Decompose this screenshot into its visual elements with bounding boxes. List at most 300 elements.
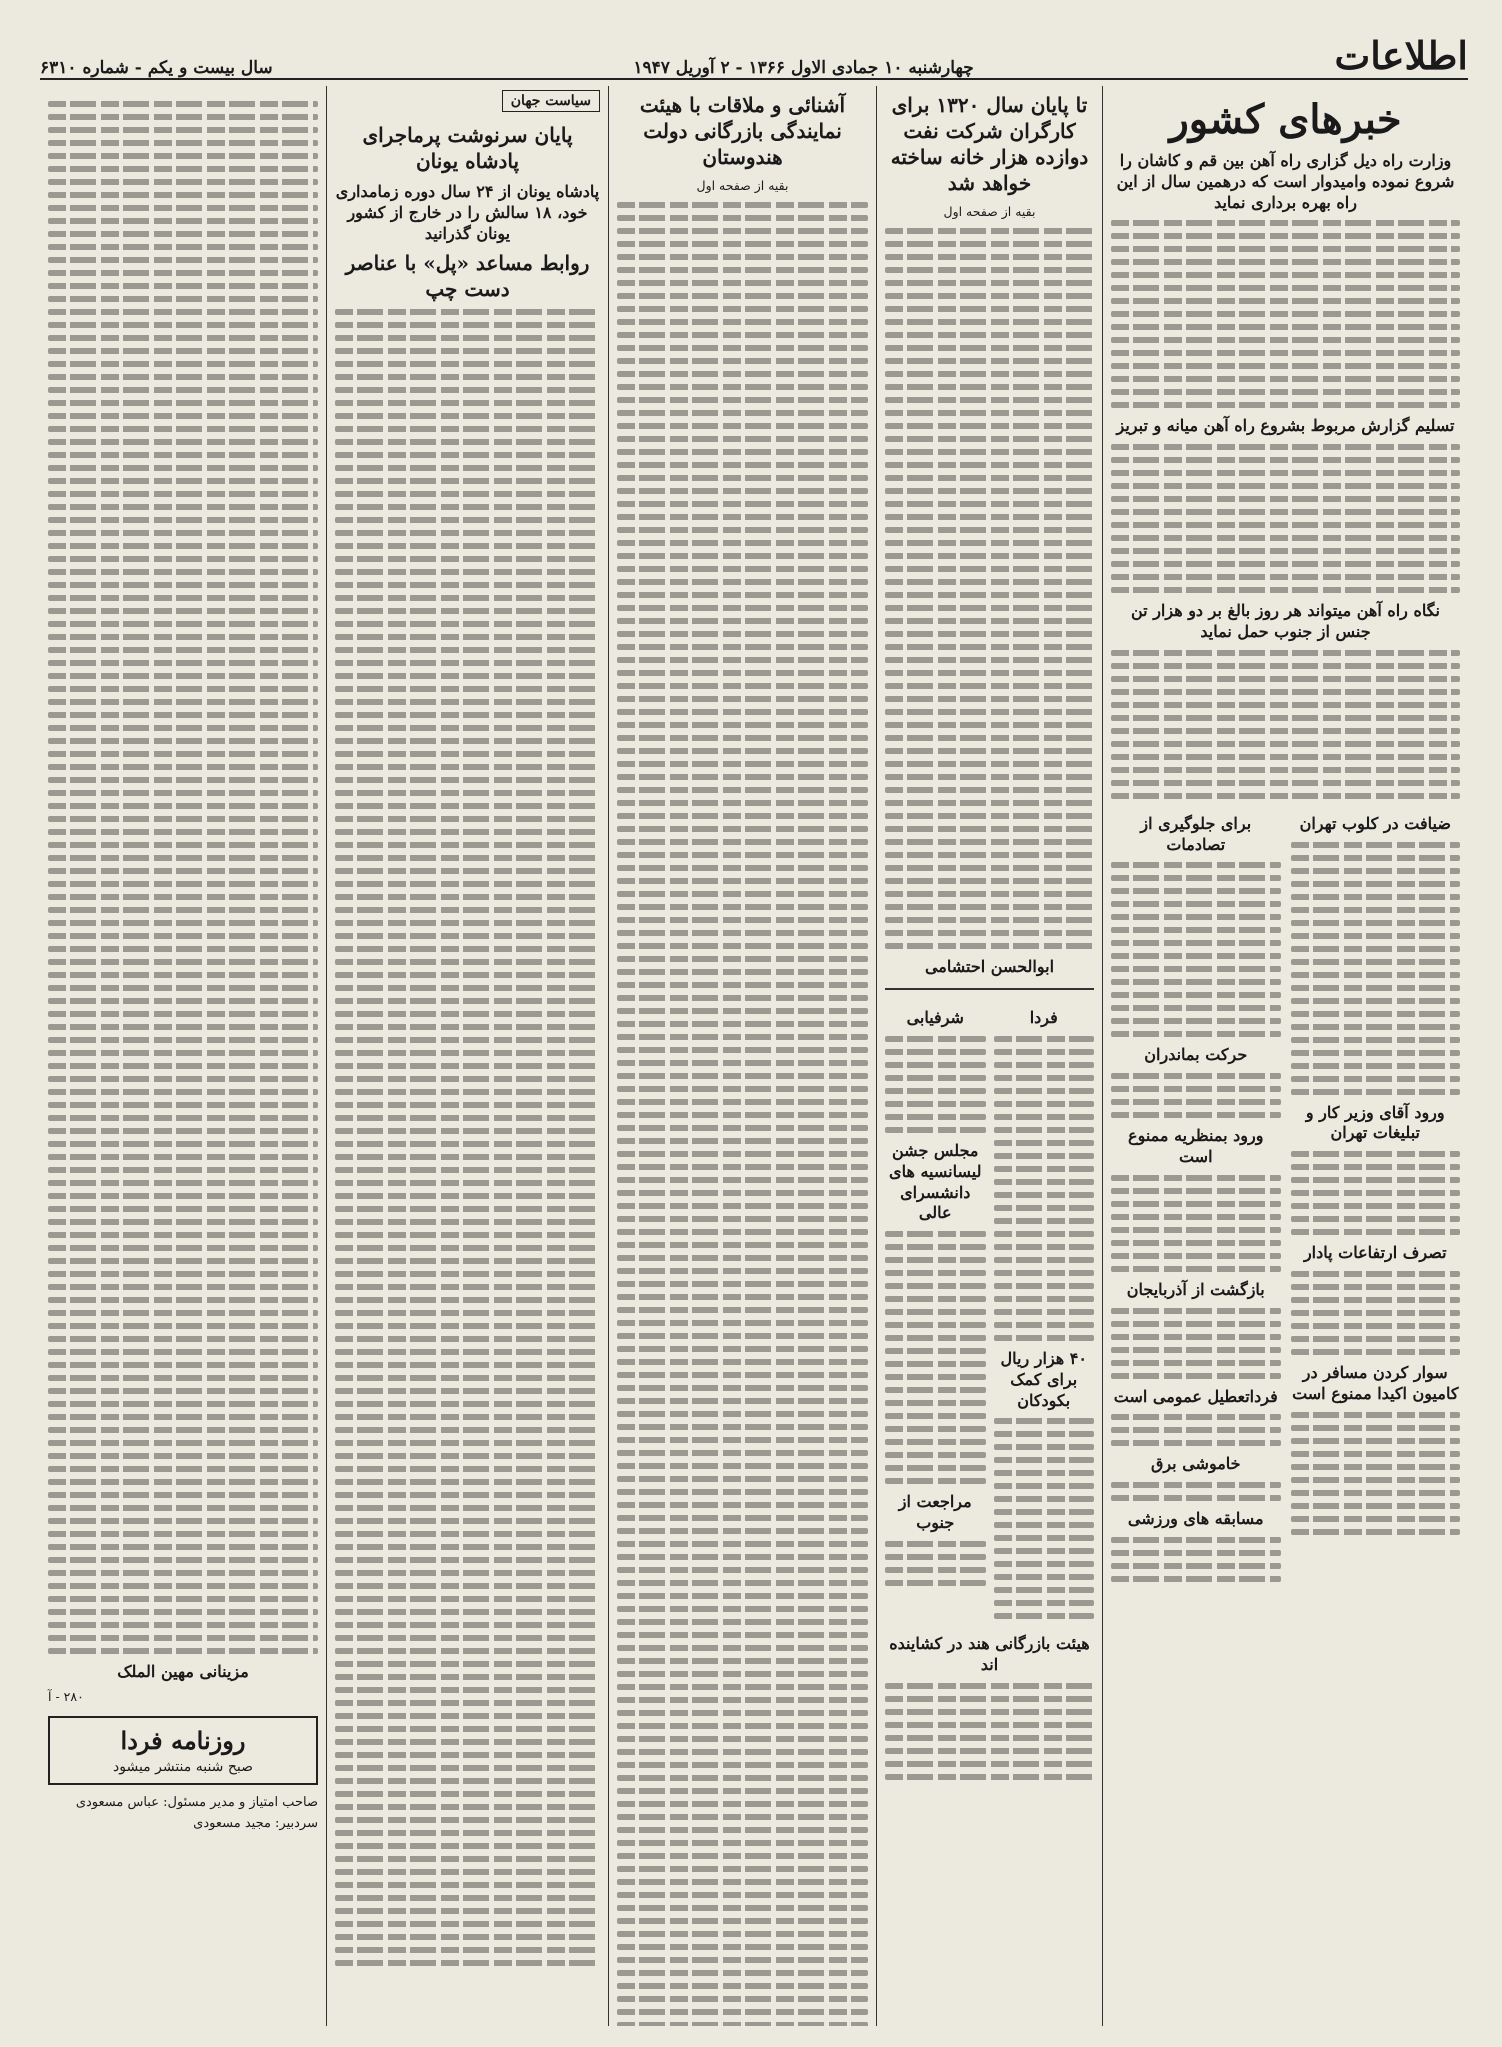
publisher-credit: صاحب امتیاز و مدیر مسئول: عباس مسعودی — [75, 1795, 318, 1811]
text-line — [885, 1127, 986, 1133]
text-line — [617, 2009, 868, 2015]
text-line — [48, 439, 318, 445]
signature-mahin-almolk: مزینانی مهین الملک — [117, 1662, 249, 1681]
text-line — [994, 1244, 1095, 1250]
text-line — [48, 452, 318, 458]
text-line — [617, 553, 868, 559]
text-line — [335, 400, 600, 406]
text-line — [885, 1101, 986, 1107]
text-line — [335, 1804, 600, 1810]
text-line — [335, 1141, 600, 1147]
text-line — [1111, 1099, 1281, 1105]
text-line — [48, 1024, 318, 1030]
text-line — [1291, 933, 1461, 939]
text-line — [1111, 1427, 1281, 1433]
text-line — [335, 920, 600, 926]
text-line — [335, 582, 600, 588]
text-line — [335, 309, 600, 315]
text-line — [335, 985, 600, 991]
text-line — [335, 530, 600, 536]
text-line — [885, 397, 1094, 403]
text-line — [335, 1284, 600, 1290]
text-line — [48, 1414, 318, 1420]
text-line — [617, 1671, 868, 1677]
text-line — [1111, 1005, 1281, 1011]
text-line — [1111, 862, 1281, 868]
farda-notice-box — [48, 1716, 318, 1785]
text-line — [1291, 946, 1461, 952]
text-line — [994, 1231, 1095, 1237]
text-line — [617, 449, 868, 455]
text-line — [335, 751, 600, 757]
text-line — [1111, 1308, 1281, 1314]
text-line — [48, 361, 318, 367]
text-line — [1111, 1495, 1281, 1501]
text-line — [48, 335, 318, 341]
text-line — [1111, 470, 1460, 476]
text-line — [48, 556, 318, 562]
text-line — [48, 608, 318, 614]
text-line — [617, 293, 868, 299]
text-line — [335, 1518, 600, 1524]
text-line — [617, 1411, 868, 1417]
text-line — [48, 1583, 318, 1589]
text-line — [48, 660, 318, 666]
text-line — [617, 1229, 868, 1235]
text-line — [617, 605, 868, 611]
text-line — [1291, 1271, 1461, 1277]
text-line — [994, 1179, 1095, 1185]
text-line — [617, 1905, 868, 1911]
headline-truck-passengers: سوار کردن مسافر در کامیون اکیدا ممنوع است — [1292, 1362, 1459, 1403]
text-line — [48, 504, 318, 510]
text-line — [885, 1426, 986, 1432]
text-line — [48, 114, 318, 120]
text-line — [617, 1736, 868, 1742]
text-line — [1111, 914, 1281, 920]
text-line — [1111, 1414, 1281, 1420]
text-line — [994, 1166, 1095, 1172]
text-line — [617, 228, 868, 234]
text-line — [1111, 324, 1460, 330]
text-line — [335, 426, 600, 432]
text-line — [335, 1505, 600, 1511]
text-line — [885, 358, 1094, 364]
text-line — [1291, 1216, 1461, 1222]
text-line — [994, 1418, 1095, 1424]
text-line — [1111, 927, 1281, 933]
text-line — [48, 426, 318, 432]
text-line — [1291, 894, 1461, 900]
text-line — [48, 1336, 318, 1342]
text-line — [617, 1567, 868, 1573]
headline-children-aid: ۴۰ هزار ریال برای کمک بکودکان — [1000, 1348, 1087, 1410]
text-line — [994, 1101, 1095, 1107]
text-line — [1111, 548, 1460, 554]
text-line — [885, 306, 1094, 312]
text-line — [48, 855, 318, 861]
text-line — [335, 1648, 600, 1654]
text-line — [617, 1541, 868, 1547]
text-line — [617, 1918, 868, 1924]
text-line — [48, 1219, 318, 1225]
text-line — [994, 1600, 1095, 1606]
text-line — [885, 631, 1094, 637]
text-line — [48, 881, 318, 887]
text-line — [335, 1401, 600, 1407]
text-line — [335, 1830, 600, 1836]
text-line — [885, 1296, 986, 1302]
text-line — [1111, 233, 1460, 239]
text-line — [48, 1310, 318, 1316]
text-line — [617, 943, 868, 949]
text-line — [335, 764, 600, 770]
text-line — [617, 904, 868, 910]
text-line — [48, 1479, 318, 1485]
text-line — [617, 644, 868, 650]
text-line — [885, 1270, 986, 1276]
text-line — [617, 1060, 868, 1066]
text-line — [48, 1570, 318, 1576]
text-line — [885, 1735, 1094, 1741]
headline-minister-arrival: ورود آقای وزیر کار و تبلیغات تهران — [1305, 1102, 1445, 1143]
text-line — [48, 920, 318, 926]
text-line — [994, 1257, 1095, 1263]
text-line — [617, 436, 868, 442]
text-line — [1111, 246, 1460, 252]
text-line — [1291, 1050, 1461, 1056]
text-line — [885, 319, 1094, 325]
text-line — [48, 231, 318, 237]
text-line — [335, 413, 600, 419]
text-line — [617, 1021, 868, 1027]
text-line — [335, 1037, 600, 1043]
text-line — [48, 868, 318, 874]
text-line — [617, 254, 868, 260]
text-line — [885, 605, 1094, 611]
text-line — [1291, 881, 1461, 887]
text-line — [48, 738, 318, 744]
text-line — [335, 1349, 600, 1355]
text-line — [994, 1574, 1095, 1580]
text-line — [1291, 1011, 1461, 1017]
text-line — [335, 1310, 600, 1316]
text-line — [335, 1713, 600, 1719]
text-line — [1111, 689, 1460, 695]
text-line — [617, 800, 868, 806]
text-line — [994, 1153, 1095, 1159]
text-line — [1111, 1482, 1281, 1488]
text-line — [48, 1180, 318, 1186]
text-line — [1111, 444, 1460, 450]
text-line — [617, 852, 868, 858]
text-line — [335, 1544, 600, 1550]
text-line — [617, 1476, 868, 1482]
text-line — [335, 1258, 600, 1264]
text-line — [617, 1866, 868, 1872]
text-line — [885, 878, 1094, 884]
text-line — [994, 1283, 1095, 1289]
text-line — [617, 1606, 868, 1612]
text-line — [885, 761, 1094, 767]
text-line — [48, 374, 318, 380]
text-line — [1291, 1349, 1461, 1355]
text-line — [1111, 457, 1460, 463]
text-line — [48, 1466, 318, 1472]
text-line — [335, 673, 600, 679]
text-line — [335, 1102, 600, 1108]
text-line — [48, 790, 318, 796]
text-line — [885, 1361, 986, 1367]
text-line — [48, 1492, 318, 1498]
section-title: خبرهای کشور — [1169, 96, 1402, 143]
text-line — [335, 972, 600, 978]
text-line — [617, 969, 868, 975]
text-line — [885, 1580, 986, 1586]
text-line — [885, 683, 1094, 689]
text-line — [48, 1050, 318, 1056]
text-line — [617, 1970, 868, 1976]
text-line — [335, 1466, 600, 1472]
text-line — [885, 1774, 1094, 1780]
text-line — [994, 1127, 1095, 1133]
text-line — [617, 1892, 868, 1898]
text-line — [1111, 574, 1460, 580]
text-line — [335, 335, 600, 341]
text-line — [994, 1309, 1095, 1315]
text-line — [1111, 402, 1460, 408]
text-line — [335, 478, 600, 484]
text-line — [885, 592, 1094, 598]
text-line — [1291, 868, 1461, 874]
text-line — [617, 1645, 868, 1651]
text-line — [994, 1535, 1095, 1541]
text-line — [1291, 1412, 1461, 1418]
text-line — [617, 826, 868, 832]
text-line — [335, 738, 600, 744]
text-line — [885, 1400, 986, 1406]
text-line — [1291, 1229, 1461, 1235]
text-line — [335, 1570, 600, 1576]
text-line — [1111, 1347, 1281, 1353]
text-line — [48, 725, 318, 731]
text-line — [994, 1088, 1095, 1094]
text-line — [335, 1869, 600, 1875]
text-line — [335, 1921, 600, 1927]
text-line — [48, 322, 318, 328]
headline-padar-heights: تصرف ارتفاعات پادار — [1303, 1243, 1447, 1263]
text-line — [617, 1996, 868, 2002]
headline-oil-workers: تا پایان سال ۱۳۲۰ برای کارگران شرکت نفت دوازده هزار خانه ساخته خواهد شد — [890, 93, 1089, 195]
text-line — [1291, 1024, 1461, 1030]
text-line — [48, 1349, 318, 1355]
text-line — [48, 1609, 318, 1615]
text-line — [885, 1554, 986, 1560]
text-line — [994, 1457, 1095, 1463]
text-line — [1291, 1164, 1461, 1170]
text-line — [885, 1387, 986, 1393]
text-line — [335, 1492, 600, 1498]
subhead-greek-king: پادشاه یونان از ۲۴ سال دوره زمامداری خود، ۱۸ سالش را در خارج از کشور یونان گذرانید — [335, 182, 600, 243]
text-line — [617, 1151, 868, 1157]
text-line — [48, 1531, 318, 1537]
text-line — [994, 1587, 1095, 1593]
text-line — [335, 1661, 600, 1667]
text-line — [885, 1062, 986, 1068]
text-line — [1111, 966, 1281, 972]
text-line — [48, 1232, 318, 1238]
text-line — [1111, 1550, 1281, 1556]
text-line — [885, 800, 1094, 806]
text-line — [1111, 940, 1281, 946]
text-line — [617, 1008, 868, 1014]
text-line — [48, 244, 318, 250]
text-line — [617, 566, 868, 572]
text-line — [617, 1957, 868, 1963]
text-line — [885, 436, 1094, 442]
text-line — [885, 267, 1094, 273]
text-line — [885, 644, 1094, 650]
text-line — [885, 423, 1094, 429]
text-line — [48, 894, 318, 900]
headline-tehran-club: ضیافت در کلوب تهران — [1299, 813, 1451, 833]
text-line — [617, 1580, 868, 1586]
text-line — [617, 1762, 868, 1768]
text-line — [335, 1700, 600, 1706]
text-line — [617, 579, 868, 585]
farda-notice-title: روزنامه فردا — [120, 1726, 246, 1756]
text-line — [885, 371, 1094, 377]
text-line — [617, 1593, 868, 1599]
headline-greek-king: پایان سرنوشت پرماجرای پادشاه یونان — [362, 123, 573, 173]
text-line — [48, 764, 318, 770]
text-line — [1291, 1310, 1461, 1316]
text-line — [335, 361, 600, 367]
text-line — [48, 816, 318, 822]
text-line — [994, 1192, 1095, 1198]
text-line — [1291, 1063, 1461, 1069]
text-line — [335, 1063, 600, 1069]
text-line — [617, 1775, 868, 1781]
text-line — [617, 1242, 868, 1248]
text-line — [1291, 1425, 1461, 1431]
text-line — [48, 673, 318, 679]
text-line — [1291, 1089, 1461, 1095]
column-oil-company — [876, 86, 1102, 2026]
text-line — [617, 1619, 868, 1625]
issue-number: سال بیست و یکم - شماره ۶۳۱۰ — [40, 58, 273, 78]
text-line — [1111, 901, 1281, 907]
text-line — [885, 1231, 986, 1237]
text-line — [48, 1622, 318, 1628]
text-line — [335, 1271, 600, 1277]
text-line — [1111, 1240, 1281, 1246]
text-line — [48, 1297, 318, 1303]
text-line — [335, 1167, 600, 1173]
text-line — [1291, 1203, 1461, 1209]
text-line — [335, 452, 600, 458]
text-line — [617, 956, 868, 962]
text-line — [994, 1205, 1095, 1211]
text-line — [335, 1115, 600, 1121]
text-line — [48, 699, 318, 705]
text-line — [885, 1709, 1094, 1715]
text-line — [1111, 311, 1460, 317]
text-line — [885, 1075, 986, 1081]
text-line — [617, 202, 868, 208]
text-line — [335, 1180, 600, 1186]
text-line — [617, 1489, 868, 1495]
text-line — [617, 1658, 868, 1664]
text-line — [335, 1960, 600, 1966]
text-line — [335, 1778, 600, 1784]
text-line — [617, 215, 868, 221]
text-line — [617, 1515, 868, 1521]
text-line — [617, 1073, 868, 1079]
text-line — [617, 670, 868, 676]
masthead — [40, 33, 1468, 80]
text-line — [1291, 998, 1461, 1004]
headline-sports: مسابقه های ورزشی — [1127, 1509, 1264, 1529]
text-line — [1291, 1323, 1461, 1329]
text-line — [617, 475, 868, 481]
text-line — [617, 319, 868, 325]
text-line — [617, 1177, 868, 1183]
text-line — [1291, 1297, 1461, 1303]
text-line — [617, 1385, 868, 1391]
text-line — [335, 1947, 600, 1953]
text-line — [335, 1609, 600, 1615]
text-line — [335, 1427, 600, 1433]
headline-return-south: مراجعت از جنوب — [898, 1492, 972, 1532]
text-line — [48, 1089, 318, 1095]
text-line — [617, 657, 868, 663]
text-line — [617, 1281, 868, 1287]
text-line — [617, 1450, 868, 1456]
text-line — [335, 803, 600, 809]
text-line — [885, 943, 1094, 949]
text-line — [48, 803, 318, 809]
text-line — [885, 813, 1094, 819]
headline-trade-delegation: آشنائی و ملاقات با هیئت نمایندگی بازرگانی دولت هندوستان — [639, 93, 846, 169]
text-line — [48, 1388, 318, 1394]
text-line — [48, 400, 318, 406]
text-line — [617, 501, 868, 507]
headline-railway-qom-kashan: وزارت راه دیل گزاری راه آهن بین قم و کاشان را شروع نموده وامیدوار است که درهمین سال از این راه بهره برداری نماید — [1116, 151, 1455, 212]
text-line — [48, 972, 318, 978]
text-line — [335, 647, 600, 653]
text-line — [617, 1684, 868, 1690]
text-line — [335, 1232, 600, 1238]
text-line — [885, 254, 1094, 260]
text-line — [885, 670, 1094, 676]
text-line — [48, 842, 318, 848]
text-line — [48, 634, 318, 640]
text-line — [335, 1674, 600, 1680]
text-line — [335, 933, 600, 939]
text-line — [48, 296, 318, 302]
text-line — [48, 933, 318, 939]
text-line — [335, 907, 600, 913]
text-line — [335, 1479, 600, 1485]
text-line — [1291, 907, 1461, 913]
column-world-politics — [326, 86, 608, 2026]
text-line — [617, 1359, 868, 1365]
text-line — [994, 1509, 1095, 1515]
text-line — [335, 1388, 600, 1394]
text-line — [335, 842, 600, 848]
text-line — [1291, 1490, 1461, 1496]
